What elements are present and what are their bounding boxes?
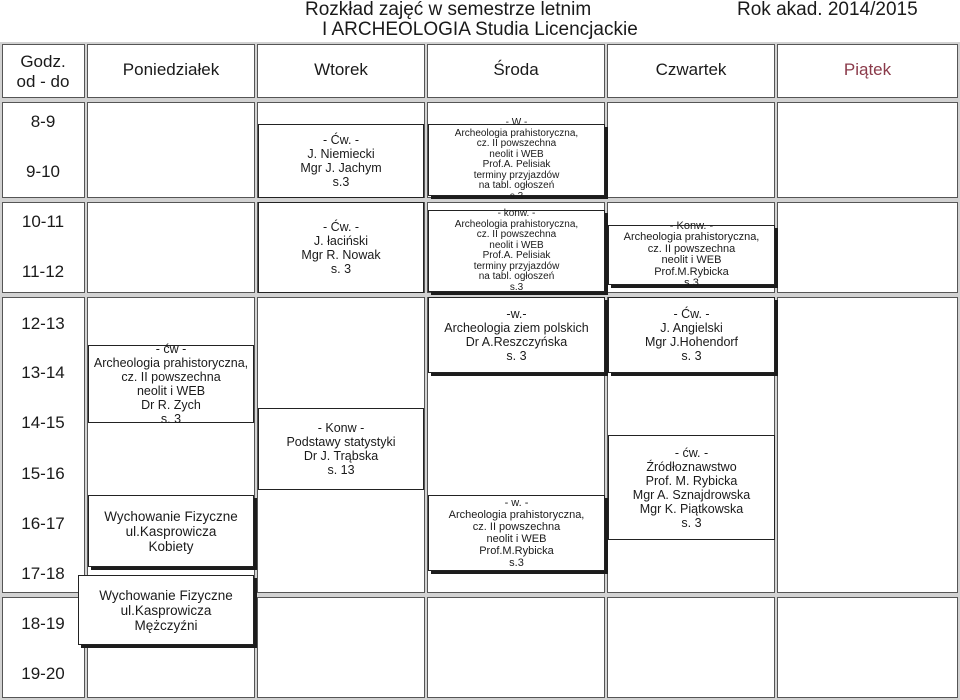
event-line: Źródłoznawstwo [646,459,737,474]
event-line: Prof.A. Pelisiak [482,159,551,170]
event-line: s.3 [509,190,524,202]
event-line: cz. II powszechna [472,521,561,533]
event-source-studies-exercise [608,435,775,540]
day-cell [257,597,425,698]
event-line: J. Niemiecki [307,147,375,161]
day-header-wednesday: Środa [493,60,539,79]
event-line: s. 3 [330,261,352,276]
event-line: Kobiety [148,538,194,554]
event-statistics-conversatory [258,408,424,490]
time-label: 12-13 [21,314,65,333]
time-label: 13-14 [21,363,65,382]
event-line: na tabl. ogłoszeń [478,180,555,191]
time-label: 11-12 [21,262,65,281]
event-line: cz. II powszechna [121,370,221,384]
day-cell [777,102,958,198]
time-label: 8-9 [30,112,56,131]
event-line: - Konw - [317,421,365,435]
event-line: Mgr R. Nowak [301,247,381,262]
event-prehistoric-conversatory [428,210,605,292]
event-line: cz. II powszechna [476,229,557,240]
day-cell [427,597,605,698]
event-line: ul.Kasprowicza [120,602,212,618]
day-cell [607,102,775,198]
event-line: s.3 [684,277,699,289]
day-header-thursday: Czwartek [655,60,727,79]
day-cell [87,102,255,198]
event-line: Archeologia prahistoryczna, [454,218,579,230]
event-line: - W - [505,117,528,128]
day-header-tuesday: Wtorek [314,60,368,79]
time-label: 18-19 [21,614,65,633]
day-cell [777,297,958,593]
time-label: 14-15 [21,413,65,432]
event-line: Archeologia prahistoryczna, [623,231,760,243]
schedule-title: Rozkład zajęć w semestrze letnim [305,0,592,20]
time-label: 19-20 [21,664,65,683]
event-line: Mgr J. Jachym [300,161,382,175]
event-line: Wychowanie Fizyczne [104,508,238,524]
event-line: neolit i WEB [661,254,722,266]
event-line: Archeologia prahistoryczna, [93,356,249,370]
event-line: J. Angielski [660,321,723,335]
event-line: s.3 [509,557,524,569]
event-line: Archeologia ziem polskich [444,321,589,335]
event-line: neolit i WEB [489,239,544,251]
time-label: 15-16 [21,464,65,483]
event-latin-exercise [258,202,424,293]
event-line: s. 13 [327,463,355,477]
event-line: - ćw - [155,342,187,356]
event-line: terminy przyjazdów [473,260,560,272]
event-line: s.3 [332,175,350,189]
day-cell [777,202,958,293]
event-line: s. 3 [681,349,702,363]
event-english-exercise [608,297,775,373]
time-label: 10-11 [21,212,65,231]
event-line: - Ćw. - [673,307,710,321]
event-prehistoric-conversatory-thursday [608,219,775,289]
day-cell [87,202,255,293]
event-line: Mgr A. Sznajdrowska [632,487,751,502]
event-line: s. 3 [681,515,702,530]
event-line: Mgr J.Hohendorf [644,335,739,349]
day-cell [777,597,958,698]
day-header-monday: Poniedziałek [122,60,220,79]
event-line: s.3 [509,281,524,293]
event-line: - ćw. - [674,445,709,460]
event-line: Mężczyźni [134,617,198,633]
time-header-line1: Godz. [20,52,66,71]
event-line: neolit i WEB [489,148,544,160]
schedule-subtitle: I ARCHEOLOGIA Studia Licencjackie [322,19,638,40]
time-label: 9-10 [25,162,61,181]
event-line: Prof.M.Rybicka [479,545,554,557]
day-header-friday: Piątek [843,60,892,79]
event-line: Dr J. Trąbska [303,449,379,463]
event-prehistoric-exercise [88,342,254,426]
event-line: - Ćw. - [322,219,360,234]
event-line: Archeologia prahistoryczna, [448,509,585,521]
event-line: s. 3 [160,412,182,426]
event-prehistoric-lecture [428,117,605,202]
event-line: cz. II powszechna [647,242,736,255]
event-line: - Konw. - [669,219,714,232]
event-line: Podstawy statystyki [286,435,396,449]
day-cell [607,597,775,698]
event-line: terminy przyjazdów [473,169,560,181]
event-line: Prof. M. Rybicka [645,473,738,488]
event-line: cz. II powszechna [476,138,557,149]
event-line: Prof.A. Pelisiak [482,250,551,261]
time-header-line2: od - do [16,72,70,91]
event-line: J. łaciński [313,233,369,248]
event-line: Prof.M.Rybicka [654,265,729,278]
event-line: Archeologia prahistoryczna, [454,127,579,139]
event-german-exercise [258,124,424,198]
time-label: 16-17 [21,514,65,533]
event-pe-men [78,575,254,645]
event-line: Wychowanie Fizyczne [99,587,233,603]
event-line: Dr R. Zych [141,398,201,412]
event-line: Mgr K. Piątkowska [639,501,744,516]
event-line: ul.Kasprowicza [125,523,217,539]
time-cell [2,297,85,593]
event-line: -w.- [506,307,527,321]
event-line: s. 3 [506,349,527,363]
event-line: - konw. - [497,208,536,219]
event-line: Dr A.Reszczyńska [465,335,568,349]
event-line: na tabl. ogłoszeń [478,271,555,282]
time-label: 17-18 [21,564,65,583]
event-line: neolit i WEB [136,384,206,398]
event-line: neolit i WEB [486,533,547,545]
event-line: - w. - [504,497,529,509]
academic-year: Rok akad. 2014/2015 [737,0,918,20]
event-prehistoric-lecture-rybicka [428,495,605,571]
event-line: - Ćw. - [322,133,360,147]
event-polish-archaeology-lecture [428,297,605,373]
event-pe-women [88,495,254,567]
